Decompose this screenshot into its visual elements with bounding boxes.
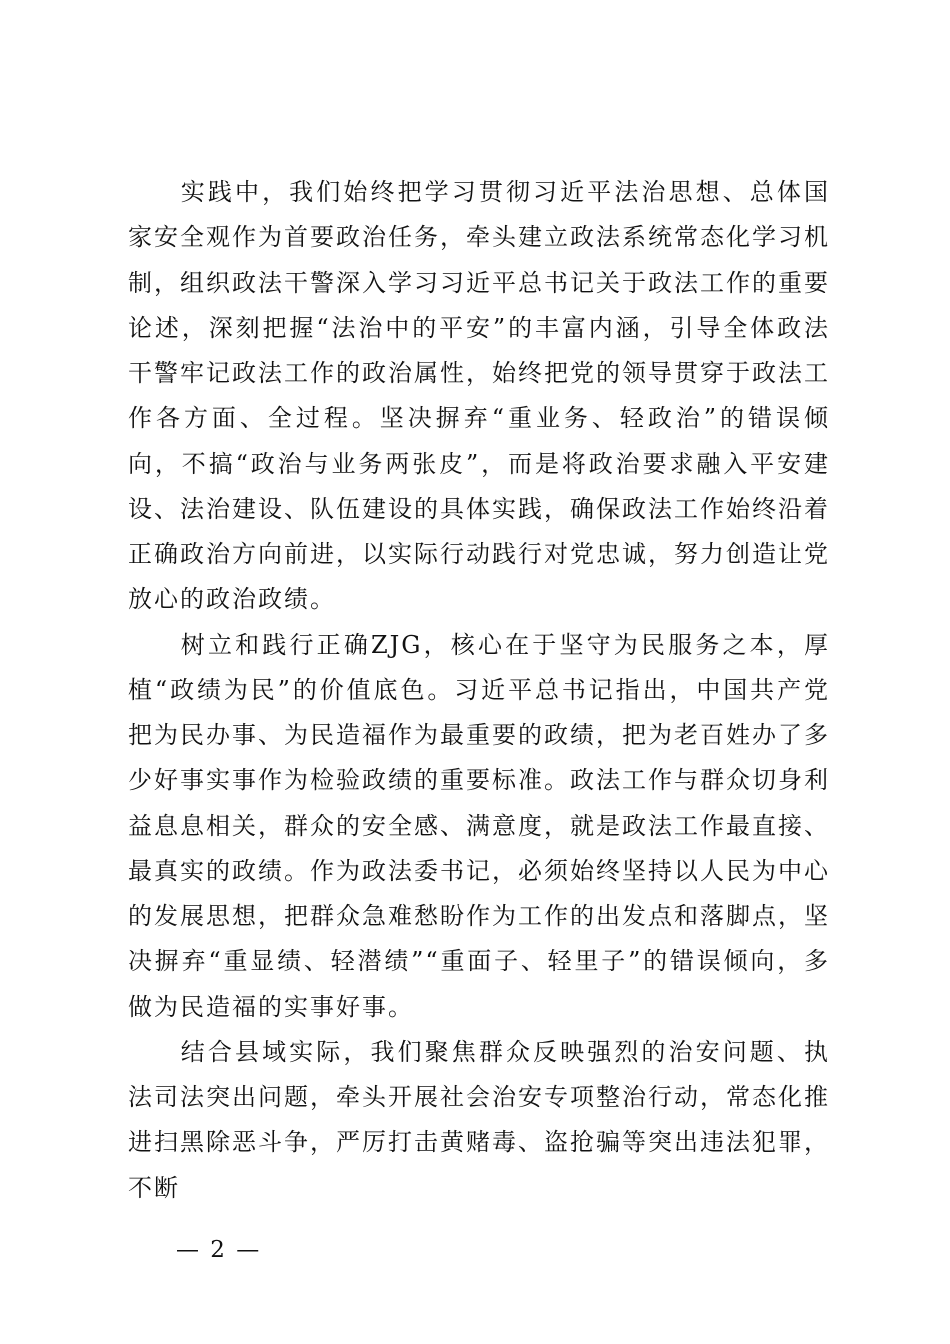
body-text (128, 170, 830, 1211)
paragraph-1: 实践中，我们始终把学习贯彻习近平法治思想、总体国家安全观作为首要政治任务，牵头建立政法系统常态化学习机制，组织政法干警深入学习习近平总书记关于政法工作的重要论述，深刻把握“法治中的平安”的丰富内涵，引导全体政法干警牢记政法工作的政治属性，始终把党的领导贯穿于政法工作各方面、全过程。坚决摒弃“重业务、轻政治”的错误倾向，不搞“政治与业务两张皮”，而是将政治要求融入平安建设、法治建设、队伍建设的具体实践，确保政法工作始终沿着正确政治方向前进，以实际行动践行对党忠诚，努力创造让党放心的政治政绩。 (128, 178, 830, 614)
paragraph-3: 结合县域实际，我们聚焦群众反映强烈的治安问题、执法司法突出问题，牵头开展社会治安专项整治行动，常态化推进扫黑除恶斗争，严厉打击黄赌毒、盗抢骗等突出违法犯罪，不断 (128, 1037, 830, 1202)
page-number: — 2 — (176, 1237, 262, 1263)
paragraph-2: 树立和践行正确ZJG，核心在于坚守为民服务之本，厚植“政绩为民”的价值底色。习近平总书记指出，中国共产党把为民办事、为民造福作为最重要的政绩，把为老百姓办了多少好事实事作为检验政绩的重要标准。政法工作与群众切身利益息息相关，群众的安全感、满意度，就是政法工作最直接、最真实的政绩。作为政法委书记，必须始终坚持以人民为中心的发展思想，把群众急难愁盼作为工作的出发点和落脚点，坚决摒弃“重显绩、轻潜绩”“重面子、轻里子”的错误倾向，多做为民造福的实事好事。 (128, 630, 830, 1021)
